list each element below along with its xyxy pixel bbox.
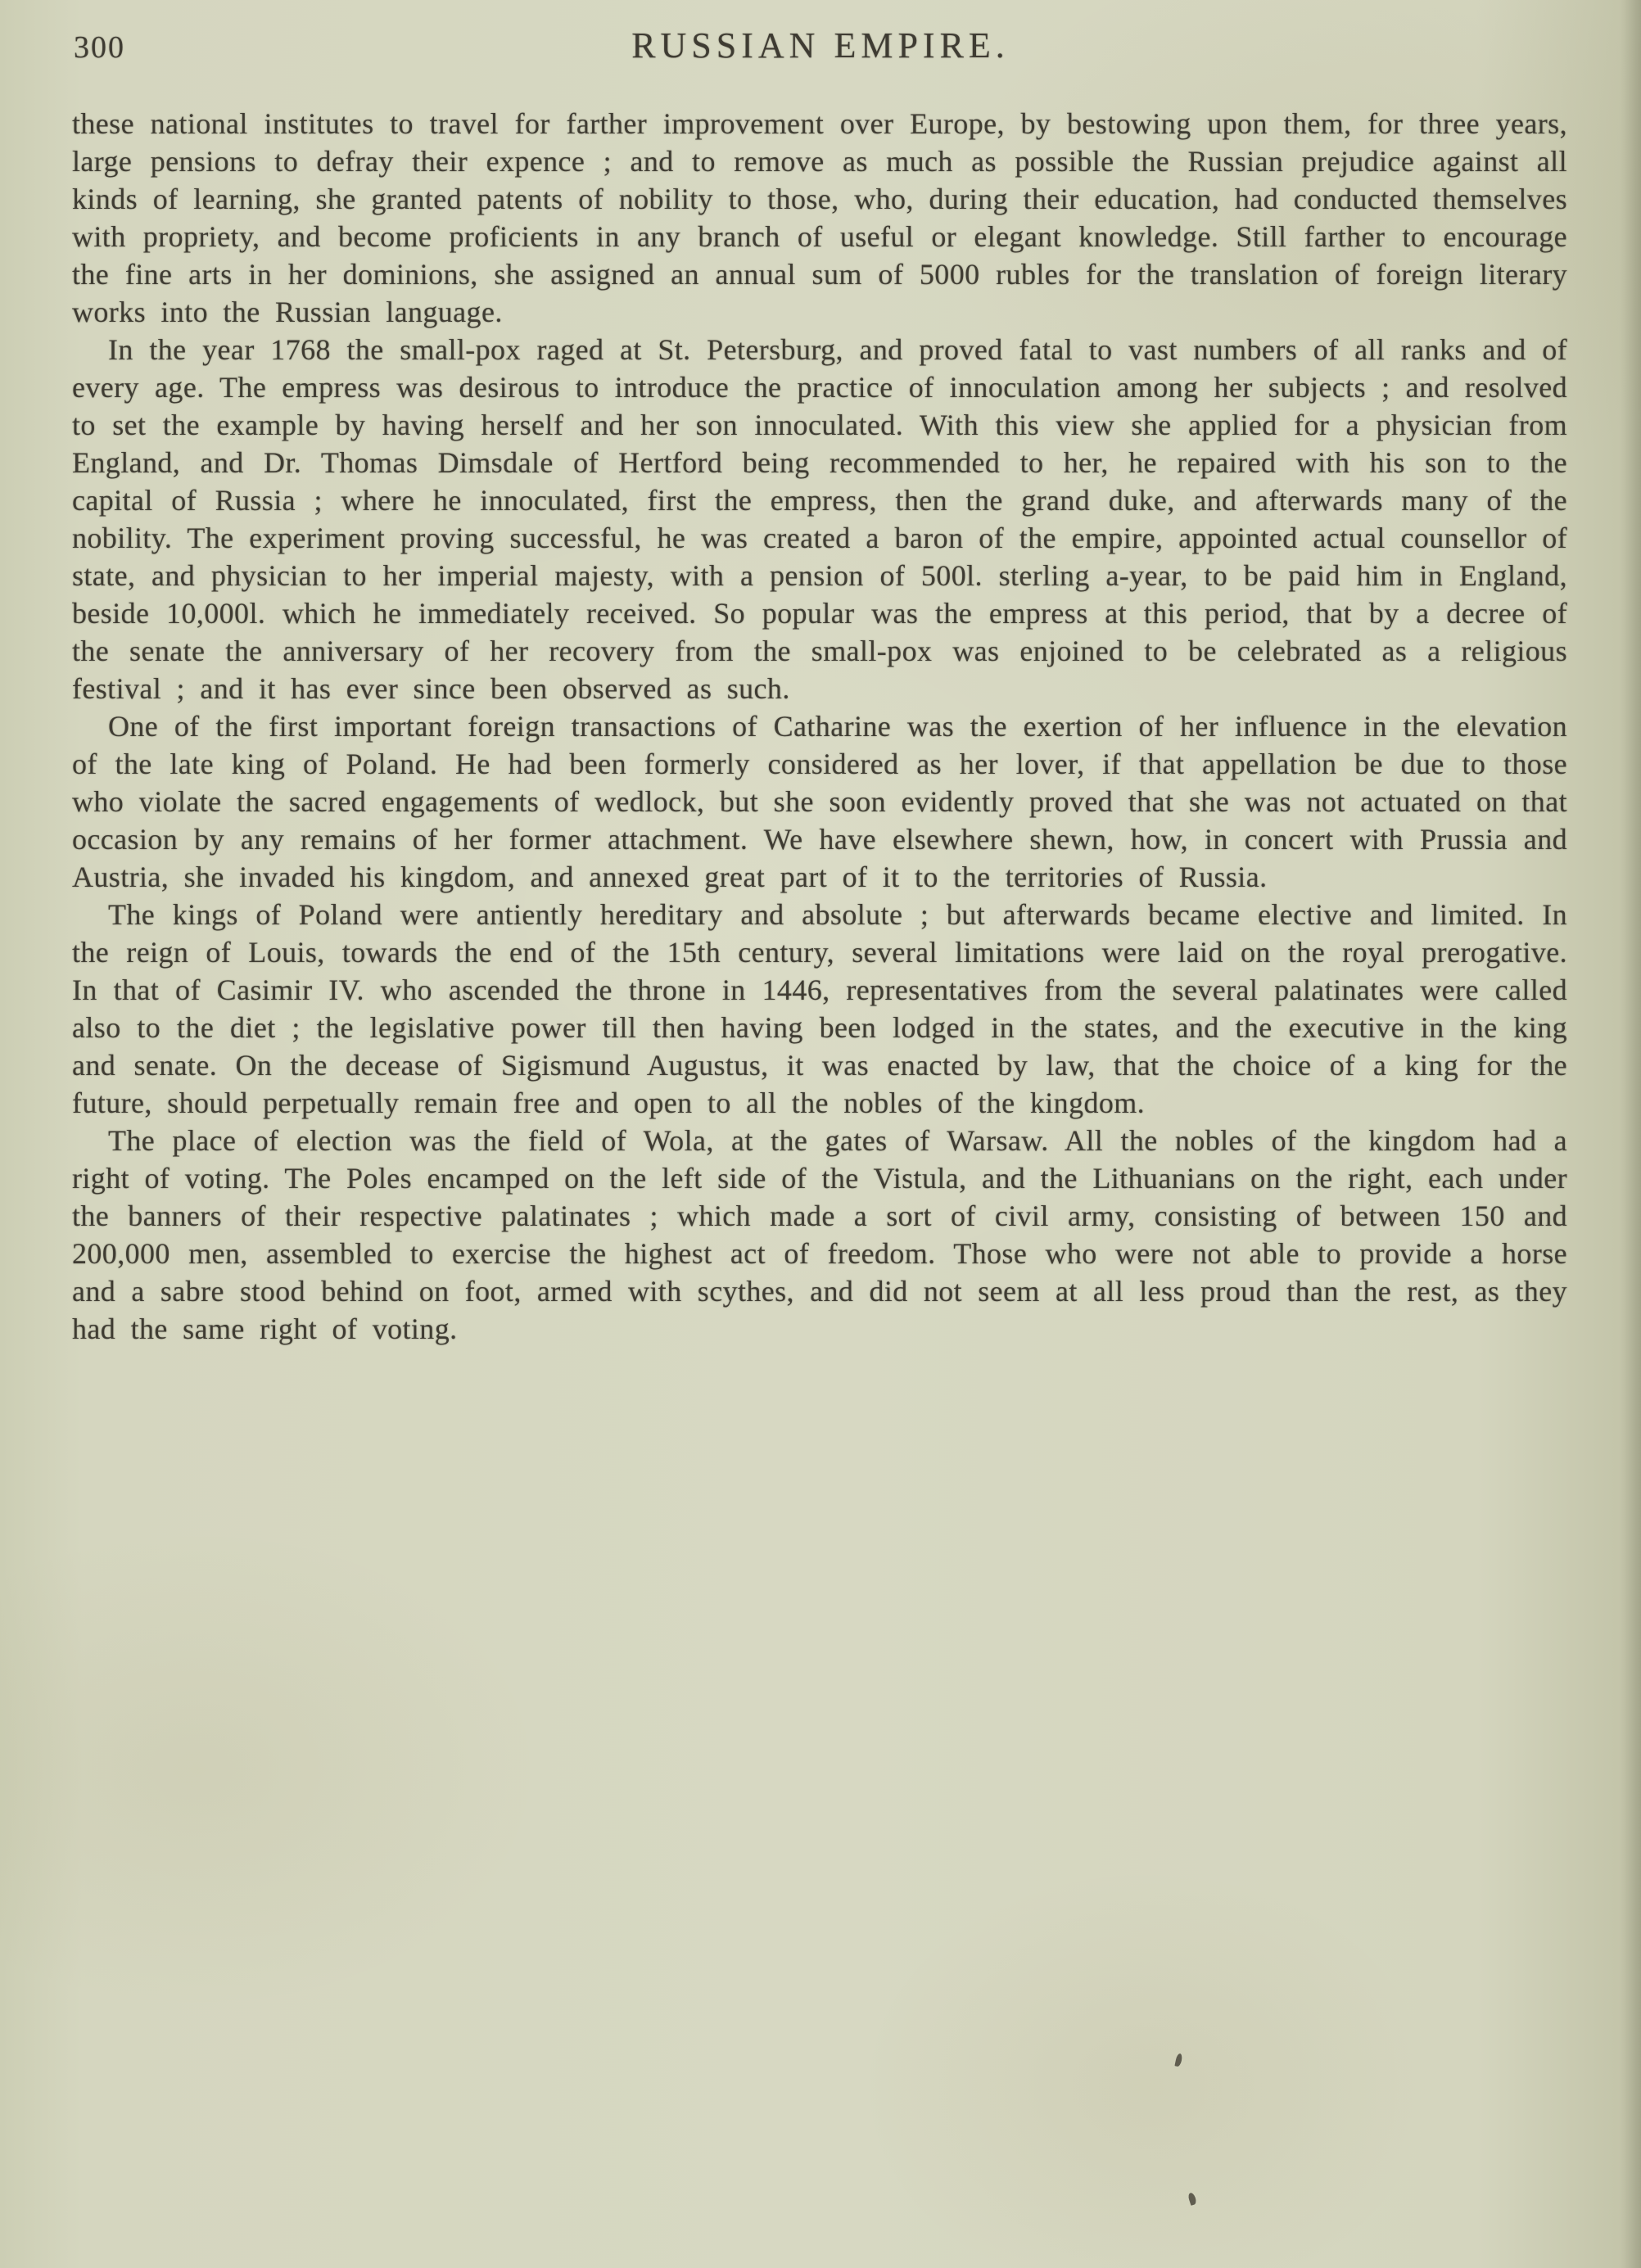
page-edge-shadow [1620, 0, 1641, 2268]
paragraph: One of the first important foreign transactions of Catharine was the exertion of her influence in the elevation of the late king of Poland. He had been formerly considered as her lover, if that appellation be due to those who violate the sacred engagements of wedlock, but she soon evidently proved that she was not actuated on that occasion by any remains of her former attachment. We have elsewhere shewn, how, in concert with Prussia and Austria, she invaded his kingdom, and annexed great part of it to the territories of Russia. [72, 710, 1567, 893]
paragraph: these national institutes to travel for farther improvement over Europe, by bestowing upon them, for three years, large pensions to defray their expence ; and to remove as much as possible the Russian prejudice against all kinds of learning, she granted patents of nobility to those, who, during their education, had conducted themselves with propriety, and become proficients in any branch of useful or elegant knowledge. Still farther to encourage the fine arts in her dominions, she assigned an annual sum of 5000 rubles for the translation of foreign literary works into the Russian language. [72, 107, 1567, 328]
ink-speck [1187, 2192, 1197, 2206]
page-header [0, 25, 1641, 74]
paragraph: In the year 1768 the small-pox raged at St. Petersburg, and proved fatal to vast numbers of all ranks and of every age. The empress was desirous to introduce the practice of innoculation among her subjects ; and resolved to set the example by having herself and her son innoculated. With this view she applied for a physician from England, and Dr. Thomas Dimsdale of Hertford being recommended to her, he repaired with his son to the capital of Russia ; where he innoculated, first the empress, then the grand duke, and afterwards many of the nobility. The experiment proving successful, he was created a baron of the empire, appointed actual counsellor of state, and physician to her imperial majesty, with a pension of 500l. sterling a-year, to be paid him in England, beside 10,000l. which he immediately received. So popular was the empress at this period, that by a decree of the senate the anniversary of her recovery from the small-pox was enjoined to be celebrated as a religious festival ; and it has ever since been observed as such. [72, 333, 1567, 705]
page-body [72, 105, 1567, 1348]
paragraph: The kings of Poland were antiently hereditary and absolute ; but afterwards became elective and limited. In the reign of Louis, towards the end of the 15th century, several limitations were laid on the royal prerogative. In that of Casimir IV. who ascended the throne in 1446, representatives from the several palatinates were called also to the diet ; the legislative power till then having been lodged in the states, and the executive in the king and senate. On the decease of Sigismund Augustus, it was enacted by law, that the choice of a king for the future, should perpetually remain free and open to all the nobles of the kingdom. [72, 898, 1567, 1119]
page-title: RUSSIAN EMPIRE. [631, 25, 1010, 66]
ink-speck [1174, 2053, 1182, 2067]
paragraph: The place of election was the field of Wola, at the gates of Warsaw. All the nobles of the kingdom had a right of voting. The Poles encamped on the left side of the Vistula, and the Lithuanians on the right, each under the banners of their respective palatinates ; which made a sort of civil army, consisting of between 150 and 200,000 men, assembled to exercise the highest act of freedom. Those who were not able to provide a horse and a sabre stood behind on foot, armed with scythes, and did not seem at all less proud than the rest, as they had the same right of voting. [72, 1124, 1567, 1345]
page-number: 300 [74, 30, 125, 65]
